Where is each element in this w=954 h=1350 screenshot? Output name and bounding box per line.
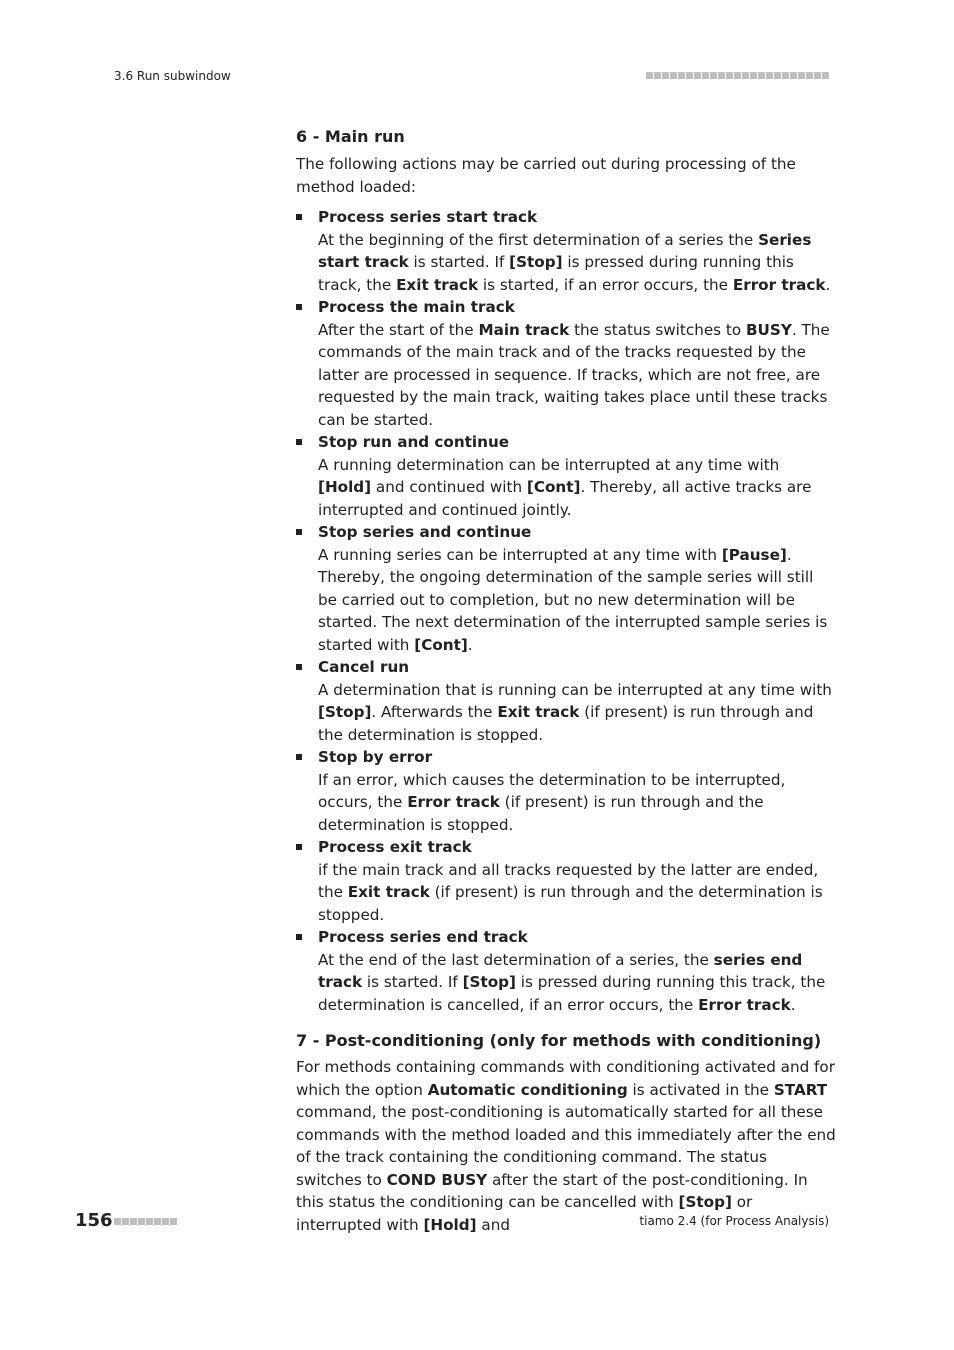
list-item-description bbox=[318, 771, 785, 834]
decor-square-icon bbox=[662, 72, 669, 79]
list-item bbox=[296, 206, 836, 296]
bold-term: [Cont] bbox=[526, 478, 581, 496]
list-item-title: Process series end track bbox=[318, 928, 528, 946]
decor-square-icon bbox=[694, 72, 701, 79]
list-item-description bbox=[318, 861, 823, 924]
decor-square-icon bbox=[742, 72, 749, 79]
header-decoration bbox=[646, 72, 829, 79]
text-run: is started. If bbox=[408, 253, 510, 271]
text-run: (if present) is run through and the determination is stopped. bbox=[318, 793, 764, 834]
decor-square-icon bbox=[798, 72, 805, 79]
list-item bbox=[296, 521, 836, 656]
decor-square-icon bbox=[678, 72, 685, 79]
text-run: after the start of the post-conditioning. In this status the conditioning can be cancelled with bbox=[296, 1170, 808, 1211]
text-run: At the beginning of the first determination of a series the bbox=[318, 230, 759, 249]
bold-term: [Stop] bbox=[678, 1193, 732, 1211]
bold-term: Series start track bbox=[318, 230, 812, 271]
bullet-square-icon bbox=[296, 529, 302, 535]
list-item bbox=[296, 836, 836, 926]
decor-square-icon bbox=[686, 72, 693, 79]
list-item bbox=[296, 656, 836, 746]
decor-square-icon bbox=[138, 1218, 145, 1225]
text-run: if the main track and all tracks requested by the latter are ended, the bbox=[318, 860, 819, 901]
main-run-intro: The following actions may be carried out during processing of the method loaded: bbox=[296, 155, 796, 196]
text-run: . Afterwards the bbox=[371, 703, 498, 721]
bullet-square-icon bbox=[296, 934, 302, 940]
list-item bbox=[296, 746, 836, 836]
bold-term: series end track bbox=[318, 950, 803, 991]
list-item-description bbox=[318, 681, 832, 744]
decor-square-icon bbox=[654, 72, 661, 79]
bold-term: START bbox=[773, 1080, 828, 1099]
list-item-description bbox=[318, 951, 825, 1014]
text-run: If an error, which causes the determination to be interrupted, occurs, the bbox=[318, 770, 786, 811]
bold-term: [Stop] bbox=[509, 253, 563, 271]
action-list bbox=[296, 206, 836, 1016]
text-run: A running determination can be interrupted at any time with bbox=[318, 455, 780, 474]
text-run: the status switches to bbox=[569, 320, 746, 339]
bold-term: Error track bbox=[698, 995, 791, 1014]
page-content bbox=[296, 126, 836, 1236]
bold-term: Exit track bbox=[396, 275, 479, 294]
text-run: . bbox=[467, 635, 473, 654]
bold-term: Exit track bbox=[347, 883, 430, 901]
text-run: A running series can be interrupted at any time with bbox=[318, 545, 722, 564]
footer-decoration bbox=[114, 1218, 177, 1225]
list-item-title: Stop series and continue bbox=[318, 523, 532, 541]
decor-square-icon bbox=[726, 72, 733, 79]
decor-square-icon bbox=[130, 1218, 137, 1225]
bold-term: Error track bbox=[732, 275, 826, 294]
bold-term: [Cont] bbox=[414, 635, 468, 654]
bold-term: [Hold] bbox=[318, 478, 372, 496]
decor-square-icon bbox=[718, 72, 725, 79]
list-item-title: Stop by error bbox=[318, 748, 433, 766]
bullet-square-icon bbox=[296, 754, 302, 760]
text-run: (if present) is run through and the determination is stopped. bbox=[318, 883, 823, 924]
list-item-description bbox=[318, 231, 830, 294]
text-run: . Thereby, all active tracks are interrupted and continued jointly. bbox=[318, 478, 812, 519]
bullet-square-icon bbox=[296, 664, 302, 670]
decor-square-icon bbox=[750, 72, 757, 79]
section-heading-main-run: 6 - Main run bbox=[296, 127, 405, 146]
page-number: 156 bbox=[75, 1210, 113, 1231]
decor-square-icon bbox=[766, 72, 773, 79]
bullet-square-icon bbox=[296, 439, 302, 445]
bold-term: [Pause] bbox=[721, 545, 787, 564]
text-run: is activated in the bbox=[627, 1080, 774, 1099]
list-item bbox=[296, 296, 836, 431]
running-header-section: 3.6 Run subwindow bbox=[114, 69, 231, 83]
list-item bbox=[296, 431, 836, 521]
decor-square-icon bbox=[790, 72, 797, 79]
list-item-title: Process the main track bbox=[318, 298, 515, 316]
bold-term: BUSY bbox=[745, 320, 792, 339]
decor-square-icon bbox=[146, 1218, 153, 1225]
decor-square-icon bbox=[822, 72, 829, 79]
list-item-description bbox=[318, 546, 827, 654]
bullet-square-icon bbox=[296, 844, 302, 850]
decor-square-icon bbox=[702, 72, 709, 79]
decor-square-icon bbox=[710, 72, 717, 79]
text-run: . Thereby, the ongoing determination of the sample series will still be carried out to completion, but no new determination will be started. The next determination of the interrupted sample series is started with bbox=[318, 545, 828, 654]
list-item-description bbox=[318, 456, 811, 519]
bold-term: COND BUSY bbox=[386, 1170, 488, 1189]
text-run: is started. If bbox=[362, 973, 463, 991]
decor-square-icon bbox=[646, 72, 653, 79]
text-run: (if present) is run through and the determination is stopped. bbox=[318, 703, 814, 744]
decor-square-icon bbox=[814, 72, 821, 79]
decor-square-icon bbox=[774, 72, 781, 79]
list-item-title: Process exit track bbox=[318, 838, 472, 856]
bold-term: [Hold] bbox=[423, 1215, 477, 1234]
text-run: is pressed during running this track, the determination is cancelled, if an error occurs, the bbox=[318, 973, 826, 1014]
post-conditioning-text bbox=[296, 1056, 836, 1236]
text-run: . The commands of the main track and of the tracks requested by the latter are processed in sequence. If tracks, which are not free, are requested by the main track, waiting takes place until these tracks can be started. bbox=[318, 320, 830, 429]
text-run: After the start of the bbox=[318, 320, 479, 339]
list-item-title: Process series start track bbox=[318, 208, 538, 226]
list-item bbox=[296, 926, 836, 1016]
bullet-square-icon bbox=[296, 214, 302, 220]
text-run: . bbox=[790, 995, 796, 1014]
text-run: or interrupted with bbox=[296, 1193, 753, 1234]
decor-square-icon bbox=[782, 72, 789, 79]
text-run: At the end of the last determination of a series, the bbox=[318, 950, 714, 969]
list-item-description bbox=[318, 321, 830, 429]
list-item-title: Cancel run bbox=[318, 658, 410, 676]
decor-square-icon bbox=[758, 72, 765, 79]
decor-square-icon bbox=[170, 1218, 177, 1225]
text-run: and continued with bbox=[371, 478, 527, 496]
text-run: is started, if an error occurs, the bbox=[478, 275, 733, 294]
bold-term: [Stop] bbox=[318, 703, 372, 721]
bold-term: [Stop] bbox=[462, 973, 516, 991]
bold-term: Automatic conditioning bbox=[427, 1080, 628, 1099]
text-run: For methods containing commands with conditioning activated and for which the option bbox=[296, 1058, 835, 1099]
bullet-square-icon bbox=[296, 304, 302, 310]
decor-square-icon bbox=[122, 1218, 129, 1225]
text-run: A determination that is running can be interrupted at any time with bbox=[318, 680, 832, 699]
text-run: . bbox=[825, 275, 831, 294]
section-heading-post-conditioning: 7 - Post-conditioning (only for methods with conditioning) bbox=[296, 1031, 822, 1050]
decor-square-icon bbox=[734, 72, 741, 79]
decor-square-icon bbox=[162, 1218, 169, 1225]
footer-product: tiamo 2.4 (for Process Analysis) bbox=[639, 1214, 829, 1228]
text-run: is pressed during running this track, the bbox=[318, 253, 794, 294]
decor-square-icon bbox=[670, 72, 677, 79]
decor-square-icon bbox=[154, 1218, 161, 1225]
text-run: and bbox=[476, 1215, 510, 1234]
decor-square-icon bbox=[806, 72, 813, 79]
decor-square-icon bbox=[114, 1218, 121, 1225]
text-run: command, the post-conditioning is automatically started for all these commands with the method loaded and this immediately after the end of the track containing the conditioning command. The status switches to bbox=[296, 1103, 836, 1189]
bold-term: Main track bbox=[478, 320, 570, 339]
bold-term: Error track bbox=[407, 793, 500, 811]
list-item-title: Stop run and continue bbox=[318, 433, 510, 451]
bold-term: Exit track bbox=[497, 703, 580, 721]
